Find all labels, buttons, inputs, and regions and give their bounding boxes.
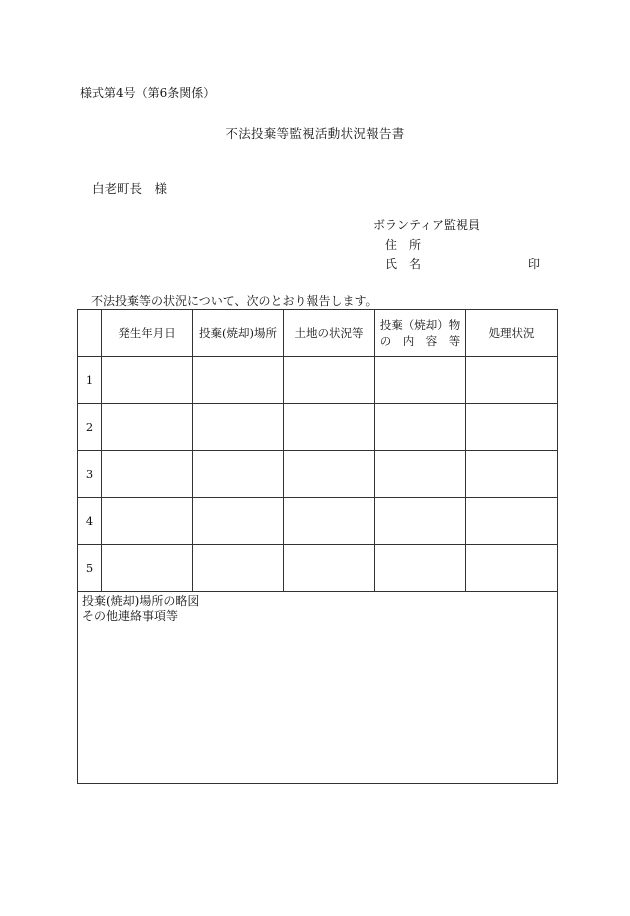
- name-label: 氏 名: [385, 257, 422, 271]
- row-number: 1: [78, 357, 102, 404]
- header-date: 発生年月日: [102, 310, 193, 357]
- header-number: [78, 310, 102, 357]
- row-number: 4: [78, 498, 102, 545]
- table-header-row: [78, 310, 558, 357]
- table-row: [78, 404, 558, 451]
- sketch-label: 投棄(焼却)場所の略図: [82, 594, 200, 608]
- row-number: 2: [78, 404, 102, 451]
- status-cell[interactable]: [466, 451, 558, 498]
- date-cell[interactable]: [102, 404, 193, 451]
- notes-box[interactable]: [77, 591, 558, 784]
- land-status-cell[interactable]: [284, 545, 375, 592]
- contents-cell[interactable]: [375, 498, 466, 545]
- status-cell[interactable]: [466, 498, 558, 545]
- header-contents-line1: 投棄（焼却）物: [379, 318, 461, 332]
- row-number: 5: [78, 545, 102, 592]
- table-row: [78, 498, 558, 545]
- intro-text: 不法投棄等の状況について、次のとおり報告します。: [91, 294, 378, 308]
- addressee: 白老町長 様: [92, 181, 168, 196]
- other-notes-label: その他連絡事項等: [82, 609, 179, 623]
- contents-cell[interactable]: [375, 451, 466, 498]
- status-cell[interactable]: [466, 545, 558, 592]
- status-cell[interactable]: [466, 357, 558, 404]
- report-table: [77, 309, 558, 592]
- document-title: 不法投棄等監視活動状況報告書: [225, 126, 405, 141]
- contents-cell[interactable]: [375, 545, 466, 592]
- header-contents: [375, 310, 466, 357]
- header-land-status: 土地の状況等: [284, 310, 375, 357]
- header-status: 処理状況: [466, 310, 558, 357]
- date-cell[interactable]: [102, 357, 193, 404]
- land-status-cell[interactable]: [284, 404, 375, 451]
- reporter-role: ボランティア監視員: [373, 218, 481, 232]
- location-cell[interactable]: [193, 451, 284, 498]
- date-cell[interactable]: [102, 498, 193, 545]
- location-cell[interactable]: [193, 498, 284, 545]
- table-row: [78, 451, 558, 498]
- table-row: [78, 357, 558, 404]
- table-row: [78, 545, 558, 592]
- location-cell[interactable]: [193, 545, 284, 592]
- seal-mark: 印: [528, 257, 541, 271]
- address-label: 住 所: [385, 238, 422, 252]
- header-location: 投棄(焼却)場所: [193, 310, 284, 357]
- row-number: 3: [78, 451, 102, 498]
- location-cell[interactable]: [193, 357, 284, 404]
- land-status-cell[interactable]: [284, 498, 375, 545]
- land-status-cell[interactable]: [284, 357, 375, 404]
- land-status-cell[interactable]: [284, 451, 375, 498]
- status-cell[interactable]: [466, 404, 558, 451]
- contents-cell[interactable]: [375, 404, 466, 451]
- header-contents-line2: の 内 容 等: [379, 334, 461, 348]
- form-number: 様式第4号（第6条関係）: [80, 86, 216, 100]
- date-cell[interactable]: [102, 451, 193, 498]
- date-cell[interactable]: [102, 545, 193, 592]
- contents-cell[interactable]: [375, 357, 466, 404]
- location-cell[interactable]: [193, 404, 284, 451]
